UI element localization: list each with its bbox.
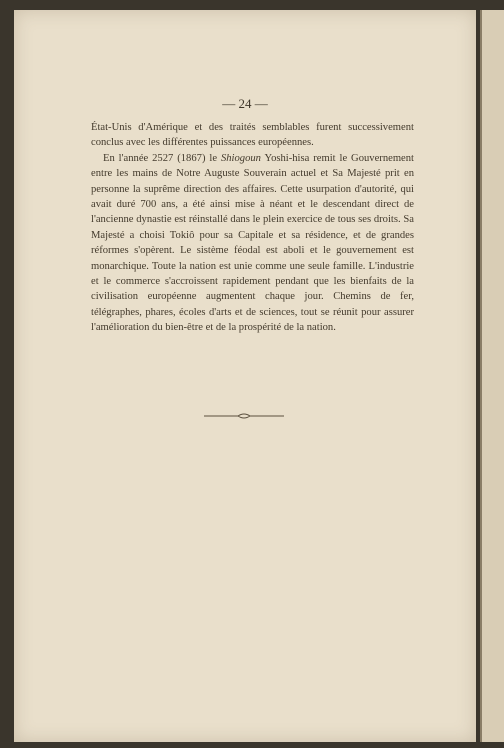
text-segment: Yoshi-hisa remit le Gouvernement entre les mains de Notre Auguste Souverain actuel et Sa Majesté prit en personne la suprême direction des affaires. Cette usurpation d'autorité, qui avait duré 700 ans, a été ainsi mise à néant et le descendant direct de l'ancienne dynastie est réinstallé dans le plein exercice de tous ses droits. Sa Majesté a choisi Tokiô pour sa Capitale et sa résidence, et de grandes réformes s'opèrent. Le sistème féodal est aboli et le gouvernement est monarchique. Toute la nation est unie comme une seule famille. L'industrie et le commerce s'accroissent rapidement pendant que les bienfaits de la civilisation européenne augmentent chaque jour. Chemins de fer, télégraphes, phares, écoles d'arts et de sciences, tout se réunit pour assurer l'amélioration du bien-être et de la prospérité de la nation. [91, 152, 414, 334]
body-text [91, 120, 414, 336]
text-segment: État-Unis d'Amérique et des traités semblables furent successivement conclus avec les différentes puissances européennes. [91, 122, 414, 149]
ornamental-divider [204, 412, 284, 420]
book-page [14, 10, 476, 742]
paragraph [91, 151, 414, 336]
italic-term: Shiogoun [220, 152, 261, 164]
page-number: — 24 — [222, 96, 268, 111]
paragraph [91, 120, 414, 151]
text-segment: En l'année 2527 (1867) le [103, 152, 221, 164]
adjacent-page-edge [480, 10, 504, 742]
